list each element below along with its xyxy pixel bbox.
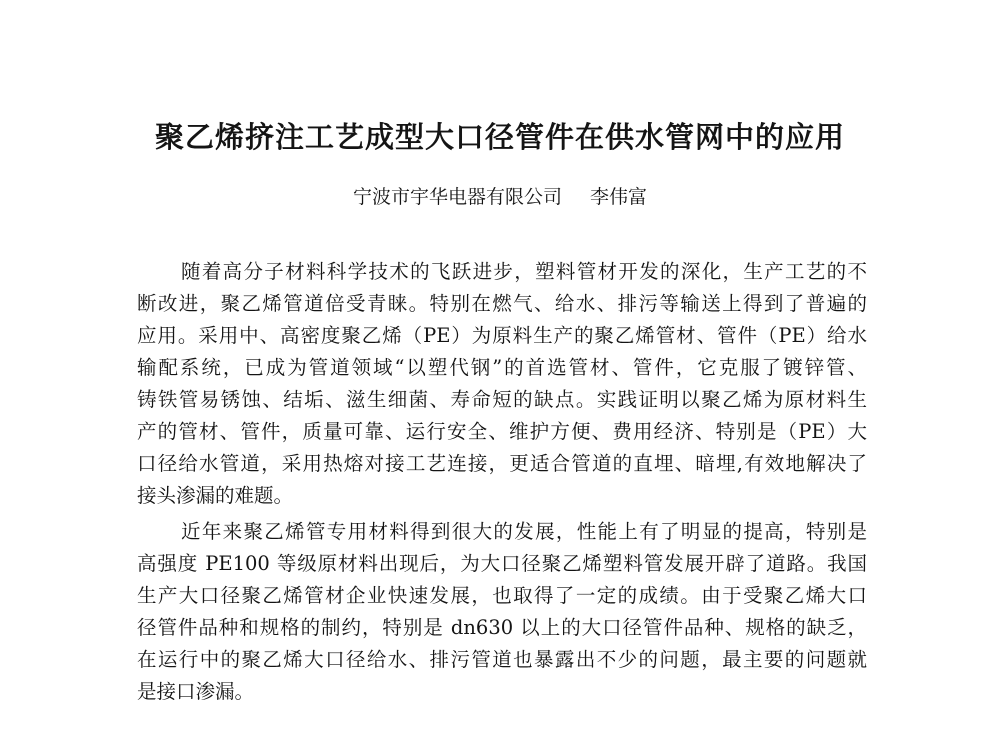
text-line: 近年来聚乙烯管专用材料得到很大的发展，性能上有了明显的提高，特别是 [181,520,867,543]
text-line: 在运行中的聚乙烯大口径给水、排污管道也暴露出不少的问题，最主要的问题就 [137,648,867,671]
text-line: 断改进，聚乙烯管道倍受青睐。特别在燃气、给水、排污等输送上得到了普遍的 [137,292,867,315]
text-line: 接头渗漏的难题。 [137,484,294,507]
text-line: 产的管材、管件，质量可靠、运行安全、维护方便、费用经济、特别是（PE）大 [137,420,867,443]
article-title: 聚乙烯挤注工艺成型大口径管件在供水管网中的应用 [154,120,845,154]
text-line: 高强度 PE100 等级原材料出现后，为大口径聚乙烯塑料管发展开辟了道路。我国 [137,552,867,575]
author-organization: 宁波市宇华电器有限公司 [352,186,562,208]
text-line: 径管件品种和规格的制约，特别是 dn630 以上的大口径管件品种、规格的缺乏， [137,616,867,639]
author-name: 李伟富 [590,186,648,208]
text-line: 随着高分子材料科学技术的飞跃进步，塑料管材开发的深化，生产工艺的不 [181,260,867,283]
text-line: 输配系统，已成为管道领域“以塑代钢”的首选管材、管件，它克服了镀锌管、 [137,356,867,379]
byline [0,183,1000,211]
text-line: 口径给水管道，采用热熔对接工艺连接，更适合管道的直埋、暗埋,有效地解决了 [137,452,867,475]
text-line: 生产大口径聚乙烯管材企业快速发展，也取得了一定的成绩。由于受聚乙烯大口 [137,584,867,607]
text-line: 应用。采用中、高密度聚乙烯（PE）为原料生产的聚乙烯管材、管件（PE）给水 [137,324,867,347]
text-line: 是接口渗漏。 [137,680,255,703]
text-line: 铸铁管易锈蚀、结垢、滋生细菌、寿命短的缺点。实践证明以聚乙烯为原材料生 [137,388,867,411]
